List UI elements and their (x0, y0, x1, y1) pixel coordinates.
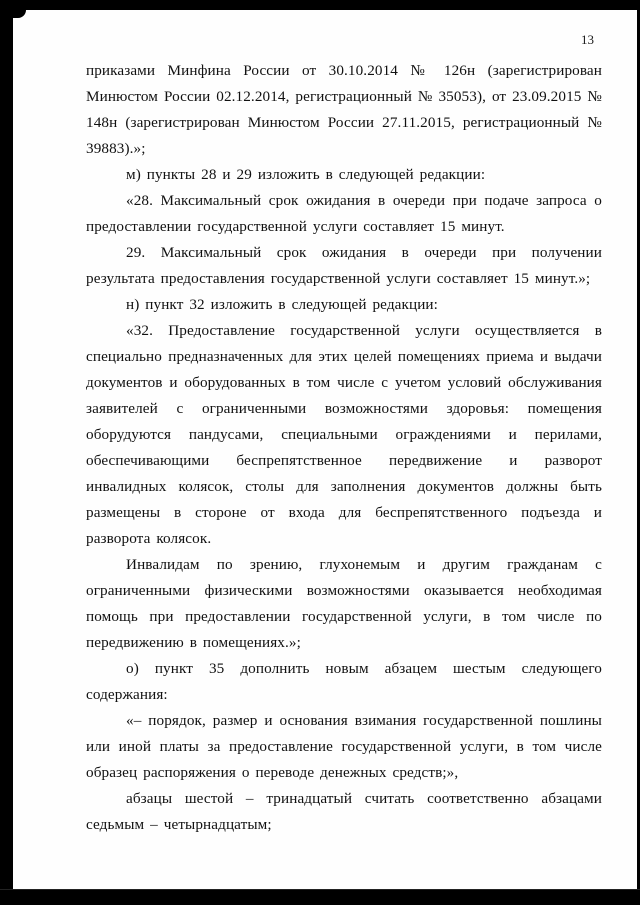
paragraph: «– порядок, размер и основания взимания государственной пошлины или иной платы за предоставление государственной услуги, в том числе образец распоряжения о переводе денежных средств;», (86, 712, 602, 781)
document-body (86, 58, 602, 838)
scan-edge-left (0, 0, 13, 905)
paragraph: Инвалидам по зрению, глухонемым и другим гражданам с ограниченными физическими возможностями оказывается необходимая помощь при предоставлении государственной услуги, в том числе по передвижению в помещениях.»; (86, 556, 602, 651)
scan-edge-top (0, 0, 640, 10)
paragraph: м) пункты 28 и 29 изложить в следующей редакции: (126, 166, 486, 183)
paragraph: «28. Максимальный срок ожидания в очереди при подаче запроса о предоставлении государственной услуги составляет 15 минут. (86, 192, 602, 235)
paragraph: приказами Минфина России от 30.10.2014 № 126н (зарегистрирован Минюстом России 02.12.2014, регистрационный № 35053), от 23.09.2015 № 148н (зарегистрирован Минюстом России 27.11.2015, регистрационный № 39883).»; (86, 62, 602, 157)
scan-edge-corner (0, 0, 26, 18)
paragraph: о) пункт 35 дополнить новым абзацем шестым следующего содержания: (86, 660, 602, 703)
paragraph: абзацы шестой – тринадцатый считать соответственно абзацами седьмым – четырнадцатым; (86, 790, 602, 833)
page-number: 13 (581, 32, 594, 47)
paragraph: н) пункт 32 изложить в следующей редакции: (126, 296, 438, 313)
document-content (86, 32, 602, 838)
paragraph: 29. Максимальный срок ожидания в очереди при получении результата предоставления государственной услуги составляет 15 минут.»; (86, 244, 602, 287)
scan-edge-bottom (0, 889, 640, 905)
paragraph: «32. Предоставление государственной услуги осуществляется в специально предназначенных для этих целей помещениях приема и выдачи документов и оборудованных в том числе с учетом условий обслуживания заявителей с ограниченными возможностями здоровья: помещения оборудуются пандусами, специальными ограждениями и перилами, обеспечивающими беспрепятственное передвижение и разворот инвалидных колясок, столы для заполнения документов должны быть размещены в стороне от входа для беспрепятственного подъезда и разворота колясок. (86, 322, 602, 547)
